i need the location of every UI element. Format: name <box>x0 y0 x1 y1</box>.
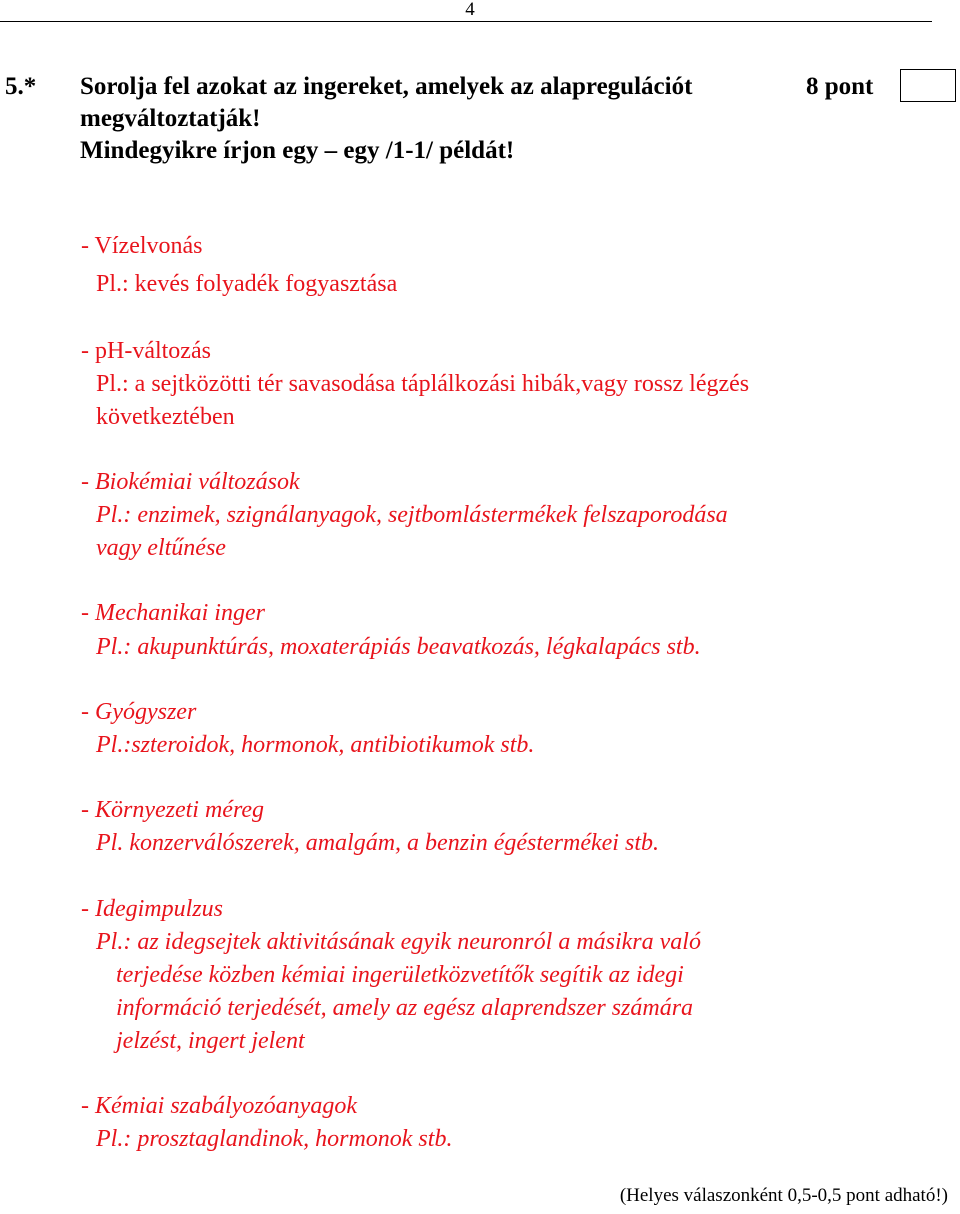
answer-heading: - Vízelvonás <box>81 233 203 259</box>
top-rule <box>0 21 932 22</box>
answer-heading: - Gyógyszer <box>81 699 197 725</box>
page-number: 4 <box>465 0 475 20</box>
question-number: 5.* <box>5 73 37 100</box>
answer-heading: - Idegimpulzus <box>81 896 223 922</box>
answer-heading: - Kémiai szabályozóanyagok <box>81 1093 357 1119</box>
answer-heading: - pH-változás <box>81 338 211 364</box>
answer-heading: - Mechanikai inger <box>81 600 265 626</box>
question-line: Sorolja fel azokat az ingereket, amelyek az alapregulációt <box>80 73 693 100</box>
question-line: Mindegyikre írjon egy – egy /1-1/ példát! <box>80 137 515 164</box>
question-line: megváltoztatják! <box>80 105 261 132</box>
answer-heading: - Környezeti méreg <box>81 797 265 823</box>
answer-example: terjedése közben kémiai ingerületközvetítők segítik az idegi <box>116 962 684 988</box>
answer-example: Pl.: az idegsejtek aktivitásának egyik neuronról a másikra való <box>96 929 701 955</box>
answer-example: információ terjedését, amely az egész alaprendszer számára <box>116 995 694 1021</box>
answer-example: Pl.: prosztaglandinok, hormonok stb. <box>96 1126 453 1152</box>
answer-example: Pl.:szteroidok, hormonok, antibiotikumok stb. <box>96 732 535 758</box>
answer-example: Pl.: kevés folyadék fogyasztása <box>96 271 398 297</box>
answer-heading: - Biokémiai változások <box>81 469 300 495</box>
answer-example: Pl.: a sejtközötti tér savasodása táplálkozási hibák,vagy rossz légzés <box>96 371 750 397</box>
score-box[interactable] <box>900 69 956 102</box>
answer-example: Pl.: akupunktúrás, moxaterápiás beavatkozás, légkalapács stb. <box>96 634 701 660</box>
footer-note: (Helyes válaszonként 0,5-0,5 pont adható!) <box>619 1185 948 1206</box>
answer-example: jelzést, ingert jelent <box>116 1028 305 1054</box>
answer-example: Pl. konzerválószerek, amalgám, a benzin égéstermékei stb. <box>96 830 659 856</box>
answer-example: vagy eltűnése <box>96 535 226 561</box>
question-points: 8 pont <box>806 73 874 100</box>
answer-example: Pl.: enzimek, szignálanyagok, sejtbomlástermékek felszaporodása <box>96 502 728 528</box>
answer-example: következtében <box>96 404 235 430</box>
question-text <box>80 71 692 167</box>
